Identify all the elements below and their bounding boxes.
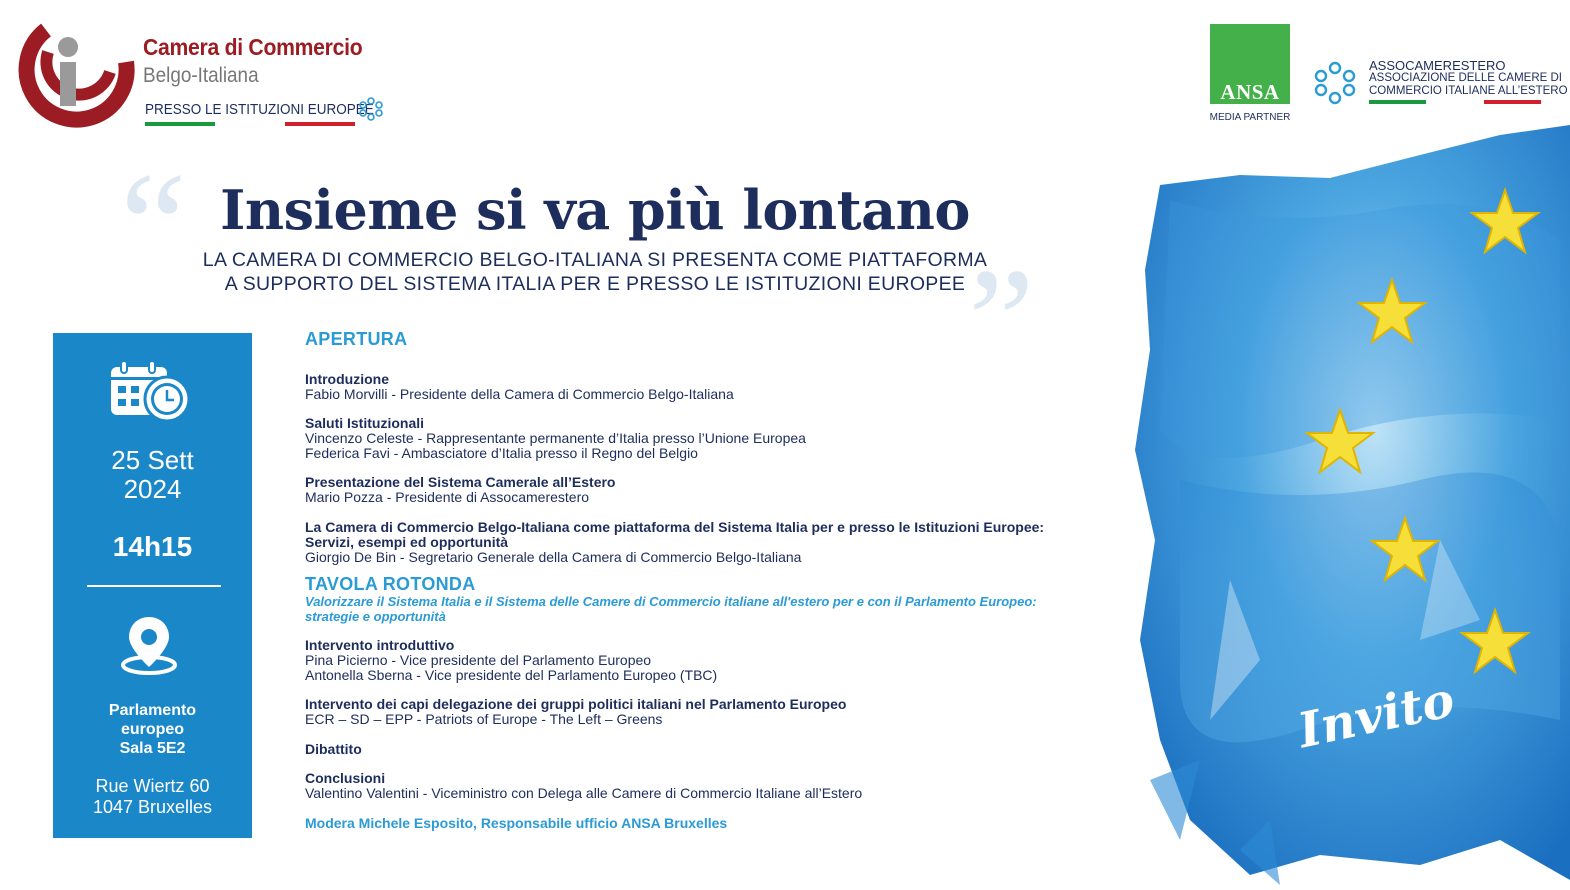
- assoc-subtitle-line: COMMERCIO ITALIANE ALL’ESTERO: [1369, 85, 1568, 97]
- item-heading: Intervento dei capi delegazione dei gruppi politici italiani nel Parlamento Europeo: [305, 696, 847, 712]
- item-speaker: Pina Picierno - Vice presidente del Parlamento Europeo: [305, 652, 652, 668]
- event-venue: [53, 701, 252, 758]
- item-heading: Intervento introduttivo: [305, 637, 455, 653]
- eu-flag-watercolor: [1120, 120, 1570, 885]
- program-item-intro: [305, 372, 1125, 402]
- cc-tricolor-bar: [145, 122, 355, 126]
- item-speaker: Antonella Sberna - Vice presidente del Parlamento Europeo (TBC): [305, 667, 718, 683]
- page-title: Insieme si va più lontano: [220, 178, 970, 242]
- assoc-tricolor-bar: [1369, 100, 1541, 104]
- item-speaker: Mario Pozza - Presidente di Assocamerestero: [305, 489, 590, 505]
- cc-tagline: PRESSO LE ISTITUZIONI EUROPEE: [145, 101, 374, 118]
- round-table-subtitle: strategie e opportunità: [305, 609, 446, 624]
- calendar-clock-icon: [109, 359, 193, 428]
- open-quote-mark: “: [120, 142, 187, 308]
- item-speaker: Fabio Morvilli - Presidente della Camera di Commercio Belgo-Italiana: [305, 386, 734, 402]
- venue-line: europeo: [120, 721, 185, 738]
- event-address: [53, 776, 252, 818]
- watercolor-artwork: [1120, 120, 1570, 885]
- item-heading: Saluti Istituzionali: [305, 415, 425, 431]
- program-item-presentation: [305, 475, 1125, 505]
- close-quote-mark: ”: [968, 238, 1035, 404]
- program-item-greetings: [305, 416, 1125, 461]
- invito-label: Invito: [1293, 671, 1460, 760]
- event-time: 14h15: [112, 531, 193, 562]
- cc-logo: [18, 22, 138, 132]
- cc-subtitle: Belgo-Italiana: [143, 64, 259, 87]
- assocamerestero-icon: [1312, 60, 1358, 111]
- assoc-subtitle-line: ASSOCIAZIONE DELLE CAMERE DI: [1369, 72, 1562, 84]
- item-speaker: ECR – SD – EPP - Patriots of Europe - The Left – Greens: [305, 711, 663, 727]
- address-line: 1047 Bruxelles: [92, 797, 213, 817]
- item-heading: Presentazione del Sistema Camerale all’Estero: [305, 474, 616, 490]
- assoc-title: ASSOCAMERESTERO: [1369, 58, 1506, 73]
- subtitle-line: A SUPPORTO DEL SISTEMA ITALIA PER E PRESSO LE ISTITUZIONI EUROPEE: [224, 273, 966, 295]
- program-item-keynote: [305, 638, 1125, 683]
- program: [305, 328, 1125, 831]
- panel-divider: [87, 585, 221, 587]
- cc-logo-mark: [18, 22, 138, 132]
- moderator-line: Modera Michele Esposito, Responsabile ufficio ANSA Bruxelles: [305, 815, 728, 831]
- page-subtitle: [150, 248, 1040, 296]
- program-item-platform: [305, 520, 1125, 565]
- ansa-logo-text: ANSA: [1220, 80, 1280, 104]
- program-item-conclusions: [305, 771, 1125, 801]
- venue-line: Parlamento: [108, 702, 197, 719]
- item-heading: Servizi, esempi ed opportunità: [305, 534, 509, 550]
- item-heading-debate: Dibattito: [305, 741, 362, 757]
- item-heading: Conclusioni: [305, 770, 386, 786]
- item-speaker: Valentino Valentini - Viceministro con Delega alle Camere di Commercio Italiane all’Estero: [305, 785, 863, 801]
- address-line: Rue Wiertz 60: [95, 776, 210, 796]
- snowflake-icon: [358, 96, 384, 127]
- item-heading: La Camera di Commercio Belgo-Italiana come piattaforma del Sistema Italia per e presso le Istituzioni Europee:: [305, 519, 1045, 535]
- round-table-subtitle: Valorizzare il Sistema Italia e il Sistema delle Camere di Commercio italiane all'estero per e con il Parlamento Europeo:: [305, 594, 1037, 609]
- assoc-subtitle: [1369, 72, 1568, 98]
- media-partner-label: MEDIA PARTNER: [1209, 112, 1291, 123]
- event-date-day: 25 Sett: [111, 445, 194, 475]
- subtitle-line: LA CAMERA DI COMMERCIO BELGO-ITALIANA SI PRESENTA COME PIATTAFORMA: [202, 249, 988, 271]
- event-date-year: 2024: [123, 474, 182, 504]
- item-heading: Introduzione: [305, 371, 389, 387]
- item-speaker: Giorgio De Bin - Segretario Generale della Camera di Commercio Belgo-Italiana: [305, 549, 802, 565]
- event-date: [53, 446, 252, 504]
- item-speaker: Federica Favi - Ambasciatore d’Italia presso il Regno del Belgio: [305, 445, 698, 461]
- section-round-table: TAVOLA ROTONDA: [305, 574, 476, 594]
- location-pin-icon: [119, 613, 179, 680]
- venue-line: Sala 5E2: [119, 740, 186, 757]
- item-speaker: Vincenzo Celeste - Rappresentante permanente d’Italia presso l’Unione Europea: [305, 430, 806, 446]
- section-opening: APERTURA: [305, 329, 408, 349]
- program-item-groups: [305, 697, 1125, 727]
- cc-name: Camera di Commercio: [143, 34, 363, 60]
- event-info-panel: [53, 333, 252, 838]
